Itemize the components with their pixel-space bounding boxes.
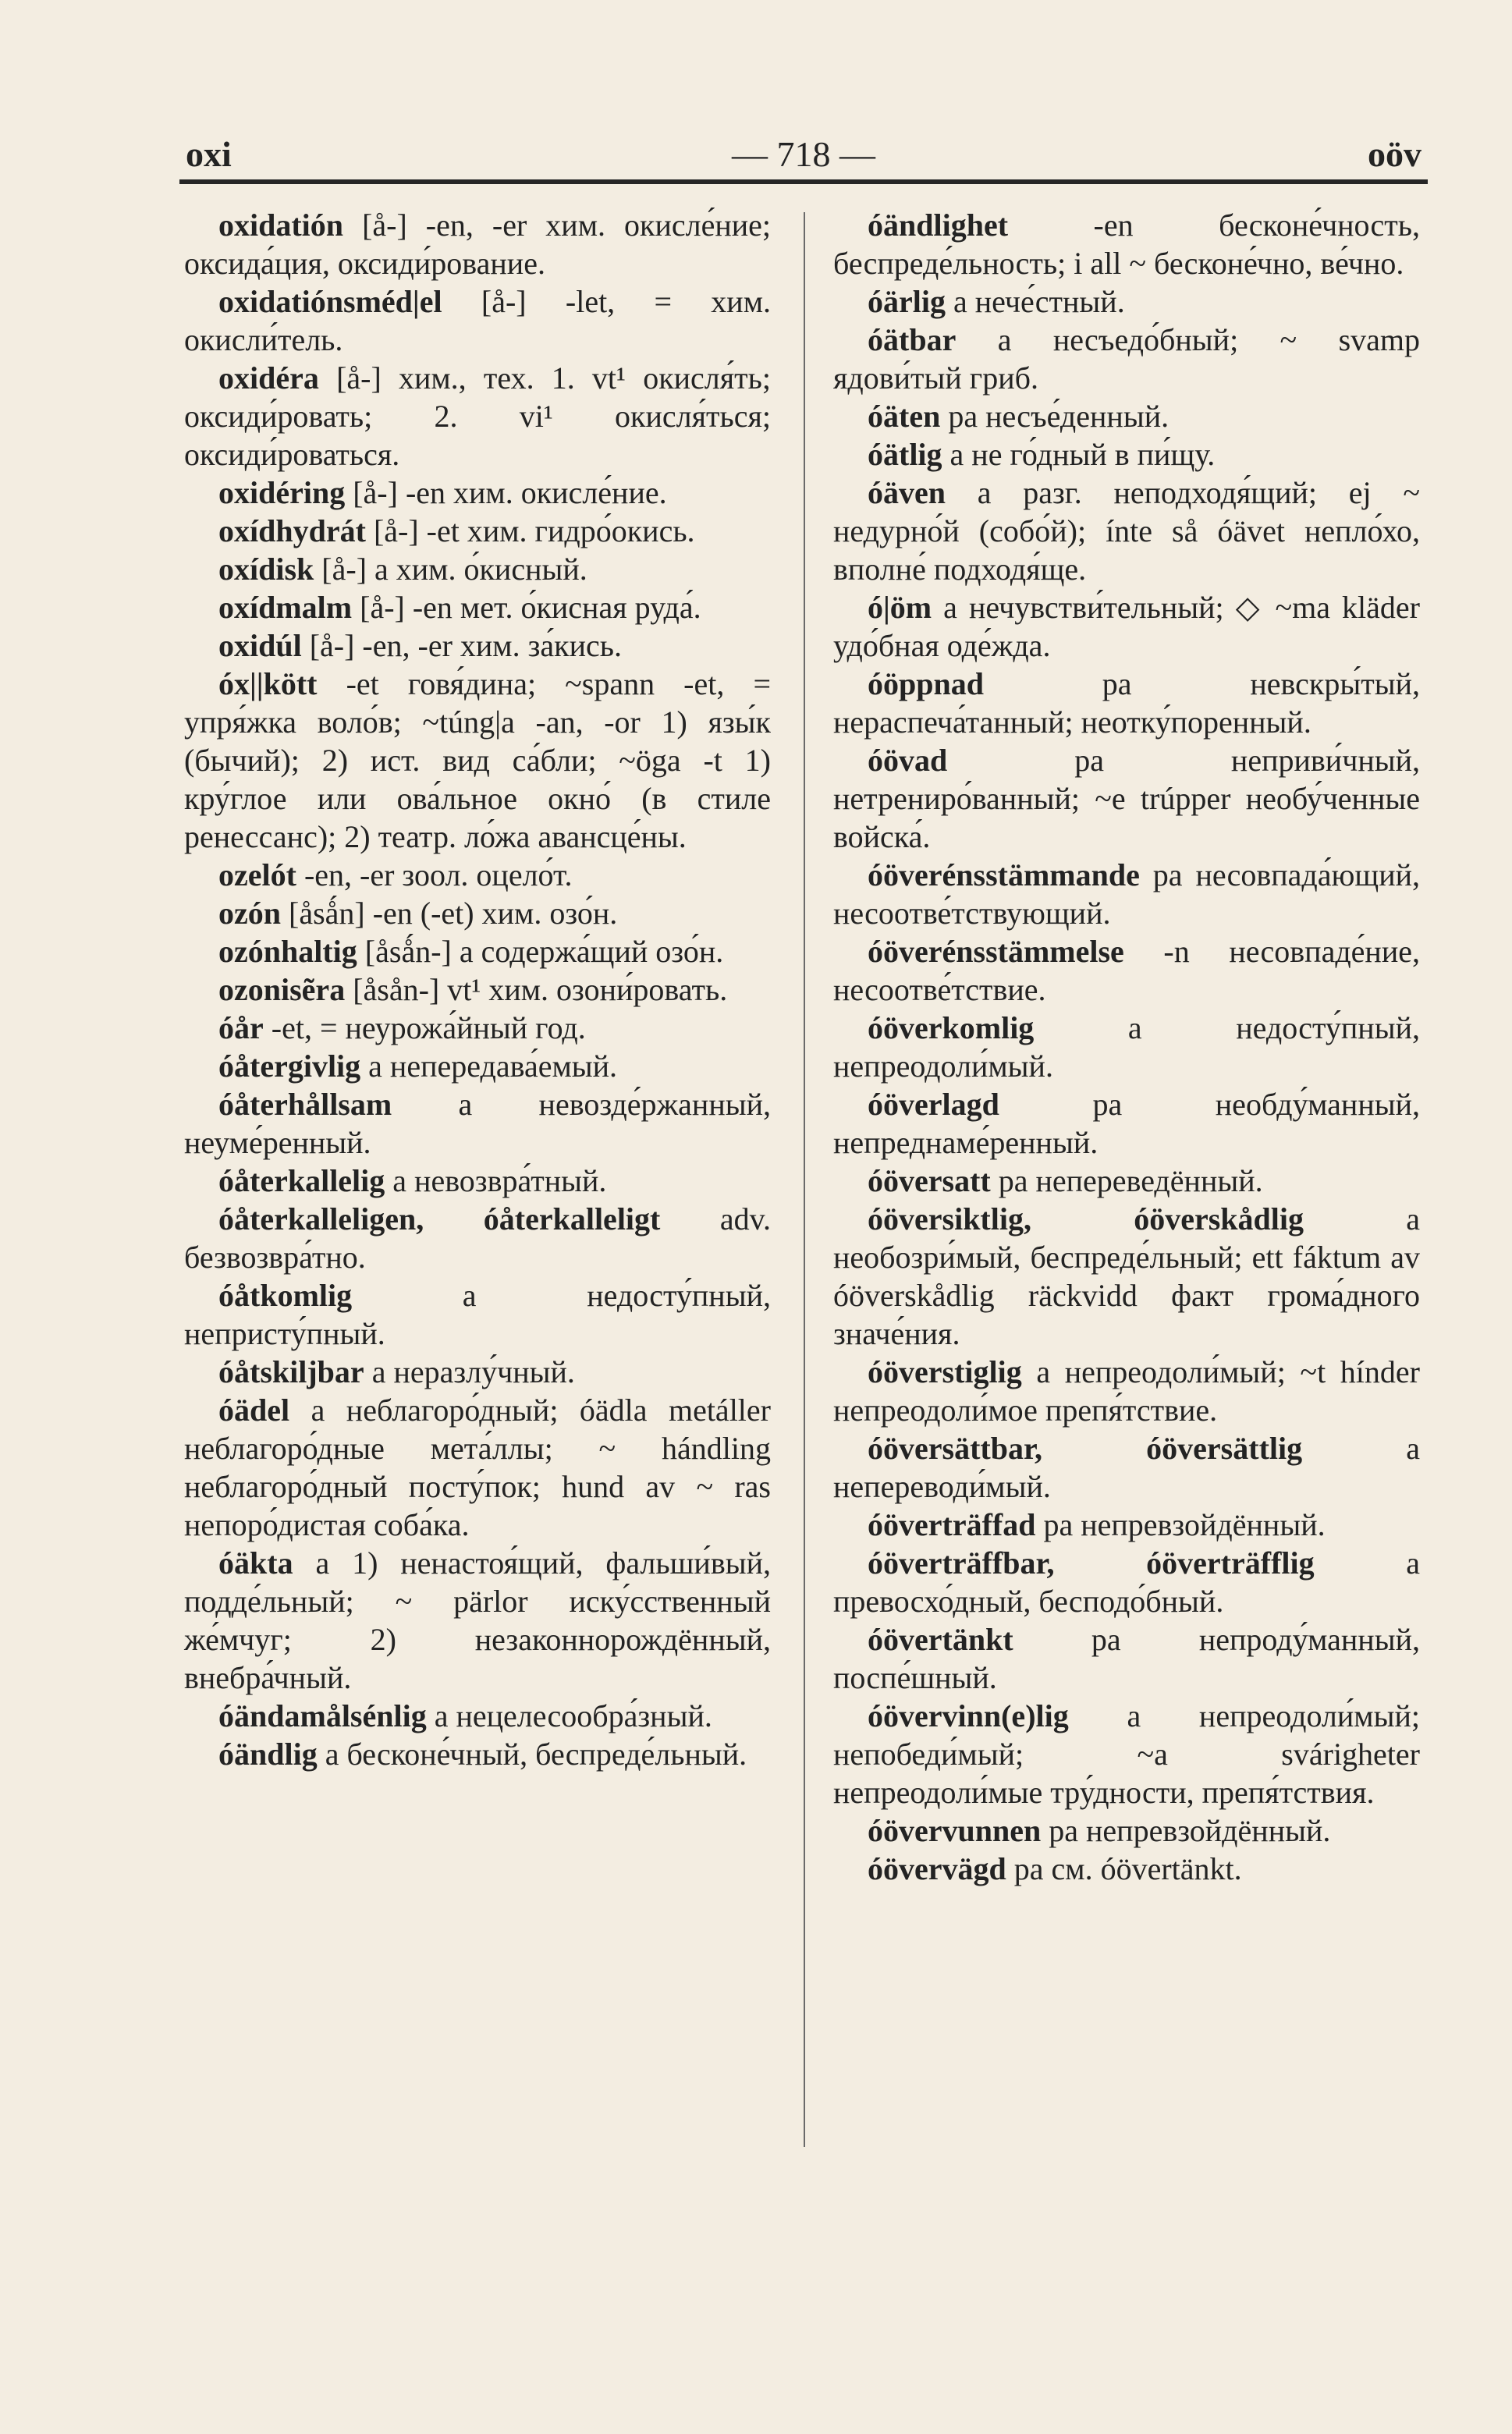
entry-headword: óändlighet xyxy=(868,208,1009,243)
entry-definition: a невозвра́тный. xyxy=(392,1163,607,1198)
entry-definition: pa непереведённый. xyxy=(998,1163,1263,1198)
left-column xyxy=(184,206,771,2172)
entry-definition: a 1) ненастоя́щий, фальши́вый, подде́льный; ~ pärlor иску́сственный же́мчуг; 2) незаконнорождённый, внебра́чный. xyxy=(184,1545,772,1695)
entry-definition: pa непревзойдённый. xyxy=(1043,1507,1326,1542)
dictionary-entry xyxy=(184,1200,771,1276)
dictionary-entry xyxy=(833,1697,1420,1811)
entry-headword: oxídmalm xyxy=(218,590,353,625)
entry-headword: oxídhydrát xyxy=(218,513,366,548)
entry-headword: óår xyxy=(218,1010,264,1045)
dictionary-entry xyxy=(184,512,771,550)
entry-definition: [å-] хим., тех. 1. vt¹ окисля́ть; оксиди́ровать; 2. vi¹ окисля́ться; оксиди́роваться. xyxy=(184,360,771,472)
dictionary-entry xyxy=(833,1200,1420,1353)
entry-headword: oxidéring xyxy=(218,475,346,510)
entry-headword: oxidatiónsméd|el xyxy=(218,284,442,319)
entry-headword: ozonisẽra xyxy=(218,972,346,1007)
entry-headword: óöverkomlig xyxy=(868,1010,1035,1045)
entry-headword: óöversatt xyxy=(868,1163,991,1198)
dictionary-entry xyxy=(184,1697,771,1735)
entry-definition: a бесконе́чный, беспреде́льный. xyxy=(325,1737,747,1772)
dictionary-entry xyxy=(833,435,1420,474)
entry-definition: -en, -er зоол. оцело́т. xyxy=(303,857,573,892)
entry-definition: a невозде́ржанный, неуме́ренный. xyxy=(184,1087,771,1160)
dictionary-entry xyxy=(833,1811,1420,1850)
entry-definition: [å-] -en, -er хим. окисле́ние; оксида́ция, оксиди́рование. xyxy=(184,208,772,281)
entry-headword: óåtskiljbar xyxy=(218,1354,364,1389)
entry-headword: ó|öm xyxy=(868,590,932,625)
dictionary-entry xyxy=(833,474,1420,588)
entry-definition: [å-] -en мет. о́кисная руда́. xyxy=(360,590,701,625)
dictionary-entry xyxy=(833,1620,1420,1697)
dictionary-entry xyxy=(833,206,1420,282)
entry-headword: oxidéra xyxy=(218,360,319,396)
dictionary-entry xyxy=(184,1085,771,1162)
right-column xyxy=(833,206,1420,2172)
entry-headword: óädel xyxy=(218,1393,290,1428)
dictionary-entry xyxy=(184,1353,771,1391)
column-divider xyxy=(804,212,805,2147)
entry-definition: a непреодоли́мый; ~t hínder непреодоли́мое препя́тствие. xyxy=(833,1354,1420,1428)
entry-headword: óändamålsénlig xyxy=(218,1698,427,1733)
dictionary-entry xyxy=(833,1544,1420,1620)
entry-headword: óätlig xyxy=(868,437,942,472)
dictionary-entry xyxy=(184,588,771,626)
entry-definition: [å-] -en хим. окисле́ние. xyxy=(353,475,667,510)
dictionary-entry xyxy=(184,970,771,1009)
entry-headword: óöverlagd xyxy=(868,1087,999,1122)
entry-headword: óåterkalleligen, óåterkalleligt xyxy=(218,1201,661,1237)
entry-headword: óöverträffad xyxy=(868,1507,1036,1542)
entry-headword: óövad xyxy=(868,743,948,778)
entry-headword: óöversiktlig, óöverskådlig xyxy=(868,1201,1304,1237)
dictionary-entry xyxy=(184,359,771,474)
entry-headword: óäkta xyxy=(218,1545,293,1581)
page-number: — 718 — xyxy=(732,134,875,174)
entry-definition: a несъедо́бный; ~ svamp ядови́тый гриб. xyxy=(833,322,1421,396)
dictionary-entry xyxy=(833,1429,1420,1506)
entry-definition: -n несовпаде́ние, несоотве́тствие. xyxy=(833,934,1420,1007)
entry-definition: a нече́стный. xyxy=(953,284,1125,319)
dictionary-entry xyxy=(184,474,771,512)
dictionary-entry xyxy=(833,321,1420,397)
entry-definition: a необозри́мый, беспреде́льный; ett fáktum av óöverskådlig räckvidd факт грома́дного значе́ния. xyxy=(833,1201,1420,1351)
dictionary-entry xyxy=(184,1162,771,1200)
entry-definition: [å-] -en, -er хим. за́кись. xyxy=(309,628,623,663)
entry-headword: óåtergivlig xyxy=(218,1048,361,1084)
entry-definition: a неблагоро́дный; óädla metáller неблагоро́дные мета́ллы; ~ hándling неблагоро́дный посту́пок; hund av ~ ras непоро́дистая соба́ка. xyxy=(184,1393,771,1542)
entry-headword: óövervägd xyxy=(868,1851,1006,1886)
dictionary-entry xyxy=(184,1047,771,1085)
dictionary-entry xyxy=(833,1085,1420,1162)
dictionary-entry xyxy=(184,1544,771,1697)
entry-headword: óändlig xyxy=(218,1737,318,1772)
dictionary-entry xyxy=(833,588,1420,665)
dictionary-entry xyxy=(833,282,1420,321)
entry-headword: óöversättbar, óöversättlig xyxy=(868,1431,1303,1466)
entry-definition: -en бесконе́чность, беспреде́льность; i all ~ бесконе́чно, ве́чно. xyxy=(833,208,1421,281)
entry-definition: a недосту́пный, непристу́пный. xyxy=(184,1278,771,1351)
entry-definition: -et, = неурожа́йный год. xyxy=(271,1010,586,1045)
dictionary-entry xyxy=(184,550,771,588)
entry-headword: ozónhaltig xyxy=(218,934,357,969)
dictionary-entry xyxy=(833,856,1420,932)
entry-definition: a неразлу́чный. xyxy=(371,1354,575,1389)
entry-definition: pa непроду́манный, поспе́шный. xyxy=(833,1622,1420,1695)
entry-headword: oxidatión xyxy=(218,208,344,243)
entry-headword: óöppnad xyxy=(868,666,984,701)
dictionary-entry xyxy=(184,665,771,856)
entry-definition: a не го́дный в пи́щу. xyxy=(949,437,1216,472)
entry-headword: oxidúl xyxy=(218,628,302,663)
entry-headword: óövervinn(e)lig xyxy=(868,1698,1069,1733)
entry-definition: a нецелесообра́зный. xyxy=(434,1698,712,1733)
entry-headword: óäven xyxy=(868,475,946,510)
entry-headword: óövervunnen xyxy=(868,1813,1042,1848)
dictionary-entry xyxy=(833,1009,1420,1085)
entry-definition: [åsǻn-] a содержа́щий озо́н. xyxy=(364,934,724,969)
entry-headword: óx||kött xyxy=(218,666,318,701)
entry-definition: -et говя́дина; ~spann -et, = упря́жка воло́в; ~túng|a -an, -or 1) язы́к (бычий); 2) ист. вид са́бли; ~öga -t 1) кру́глое или ова́льное окно́ (в стиле ренессанс); 2) театр. ло́жа авансце́ны. xyxy=(184,666,771,854)
entry-definition: a недосту́пный, непреодоли́мый. xyxy=(833,1010,1420,1084)
dictionary-entry xyxy=(184,1276,771,1353)
dictionary-entry xyxy=(184,282,771,359)
dictionary-entry xyxy=(833,1850,1420,1888)
entry-headword: óärlig xyxy=(868,284,946,319)
entry-headword: óöverträffbar, óöverträfflig xyxy=(868,1545,1315,1581)
dictionary-entry xyxy=(833,741,1420,856)
entry-headword: óöverénsstämmande xyxy=(868,857,1140,892)
dictionary-entry xyxy=(184,1735,771,1773)
entry-definition: a нечувстви́тельный; ◇ ~ma kläder удо́бная оде́жда. xyxy=(833,590,1420,663)
dictionary-entry xyxy=(184,1391,771,1544)
entry-definition: [åsån-] vt¹ хим. озони́ровать. xyxy=(353,972,728,1007)
entry-definition: [å-] -et хим. гидро́окись. xyxy=(373,513,695,548)
dictionary-entry xyxy=(184,894,771,932)
dictionary-entry xyxy=(833,932,1420,1009)
dictionary-entry xyxy=(833,1506,1420,1544)
dictionary-entry xyxy=(184,856,771,894)
entry-definition: pa необду́манный, непреднаме́ренный. xyxy=(833,1087,1421,1160)
dictionary-entry xyxy=(833,1353,1420,1429)
entry-headword: óäten xyxy=(868,399,941,434)
entry-definition: pa невскры́тый, нераспеча́танный; неотку́поренный. xyxy=(833,666,1420,740)
entry-headword: óåtkomlig xyxy=(218,1278,353,1313)
dictionary-entry xyxy=(184,1009,771,1047)
entry-headword: oxídisk xyxy=(218,552,314,587)
entry-definition: a непереводи́мый. xyxy=(833,1431,1420,1504)
entry-definition: a непередава́емый. xyxy=(368,1048,618,1084)
dictionary-entry xyxy=(184,626,771,665)
entry-headword: óövertänkt xyxy=(868,1622,1013,1657)
dictionary-entry xyxy=(833,397,1420,435)
entry-headword: óåterhållsam xyxy=(218,1087,392,1122)
entry-definition: pa неприви́чный, нетрениро́ванный; ~e trúpper необу́ченные войска́. xyxy=(833,743,1421,854)
header-left-guide-word: oxi xyxy=(186,134,232,174)
entry-headword: óåterkallelig xyxy=(218,1163,385,1198)
entry-definition: a непреодоли́мый; непобеди́мый; ~a svárigheter непреодоли́мые тру́дности, препя́тствия. xyxy=(833,1698,1420,1810)
dictionary-entry xyxy=(833,1162,1420,1200)
entry-definition: pa несовпада́ющий, несоотве́тствующий. xyxy=(833,857,1421,931)
entry-definition: pa см. óövertänkt. xyxy=(1013,1851,1242,1886)
entry-headword: ozelót xyxy=(218,857,296,892)
entry-headword: óätbar xyxy=(868,322,957,357)
entry-headword: ozón xyxy=(218,896,281,931)
entry-definition: pa несъе́денный. xyxy=(948,399,1169,434)
header-rule xyxy=(179,179,1428,184)
header-right-guide-word: oöv xyxy=(1368,134,1421,174)
entry-definition: adv. безвозвра́тно. xyxy=(184,1201,771,1275)
dictionary-entry xyxy=(184,206,771,282)
entry-definition: pa непревзойдённый. xyxy=(1049,1813,1331,1848)
dictionary-entry xyxy=(184,932,771,970)
running-header xyxy=(179,131,1428,178)
dictionary-entry xyxy=(833,665,1420,741)
entry-definition: a разг. неподходя́щий; ej ~ недурно́й (собо́й); ínte så óävet непло́хо, вполне́ подходя́ще. xyxy=(833,475,1421,587)
entry-definition: [å-] -let, = хим. окисли́тель. xyxy=(184,284,772,357)
entry-definition: [åsǻn] -en (-et) хим. озо́н. xyxy=(289,896,618,931)
entry-definition: a превосхо́дный, бесподо́бный. xyxy=(833,1545,1421,1619)
entry-headword: óöverstiglig xyxy=(868,1354,1022,1389)
entry-definition: [å-] a хим. о́кисный. xyxy=(321,552,587,587)
entry-headword: óöverénsstämmelse xyxy=(868,934,1124,969)
